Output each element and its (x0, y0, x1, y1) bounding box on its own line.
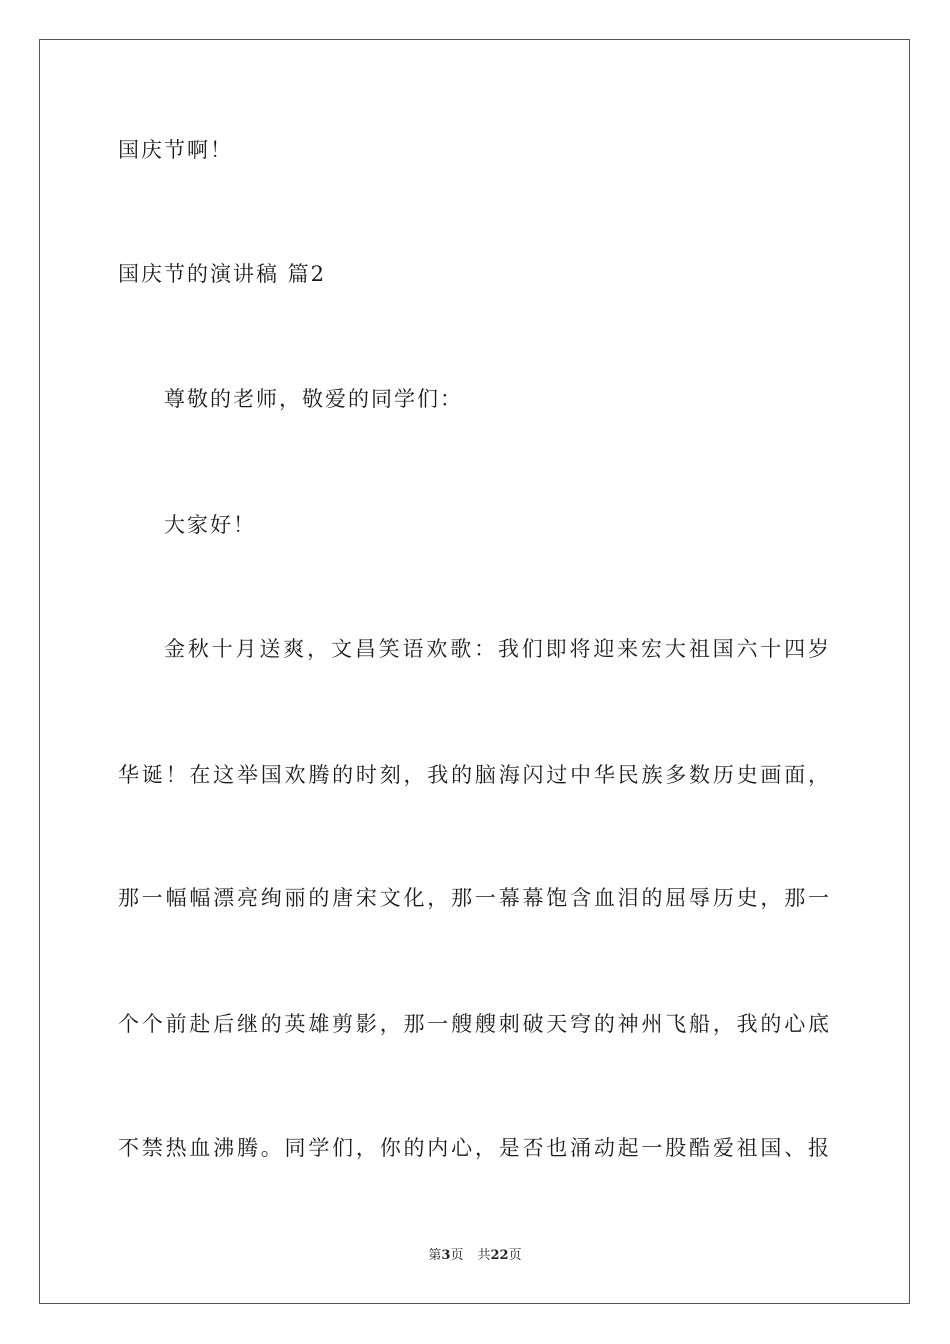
page-number: 3 (441, 1248, 451, 1263)
closing-line: 国庆节啊！ (118, 138, 233, 162)
page-prefix: 第 (428, 1248, 442, 1263)
total-prefix: 共 (477, 1248, 491, 1263)
salutation: 尊敬的老师，敬爱的同学们： (164, 387, 463, 411)
total-suffix: 页 (508, 1248, 522, 1263)
paragraph-line: 个个前赴后继的英雄剪影，那一艘艘刺破天穹的神州飞船，我的心底 (118, 1012, 830, 1036)
page-suffix: 页 (450, 1248, 464, 1263)
greeting: 大家好！ (164, 513, 256, 537)
page-footer (0, 1248, 950, 1264)
total-pages: 22 (490, 1248, 509, 1263)
paragraph-line: 不禁热血沸腾。同学们，你的内心，是否也涌动起一股酷爱祖国、报 (118, 1136, 830, 1160)
paragraph-line: 那一幅幅漂亮绚丽的唐宋文化，那一幕幕饱含血泪的屈辱历史，那一 (118, 886, 830, 910)
section-heading: 国庆节的演讲稿 篇2 (118, 262, 327, 286)
page-frame (39, 39, 910, 1304)
paragraph-line: 华诞！在这举国欢腾的时刻，我的脑海闪过中华民族多数历史画面， (118, 763, 830, 787)
paragraph-line: 金秋十月送爽，文昌笑语欢歌：我们即将迎来宏大祖国六十四岁 (164, 637, 830, 661)
